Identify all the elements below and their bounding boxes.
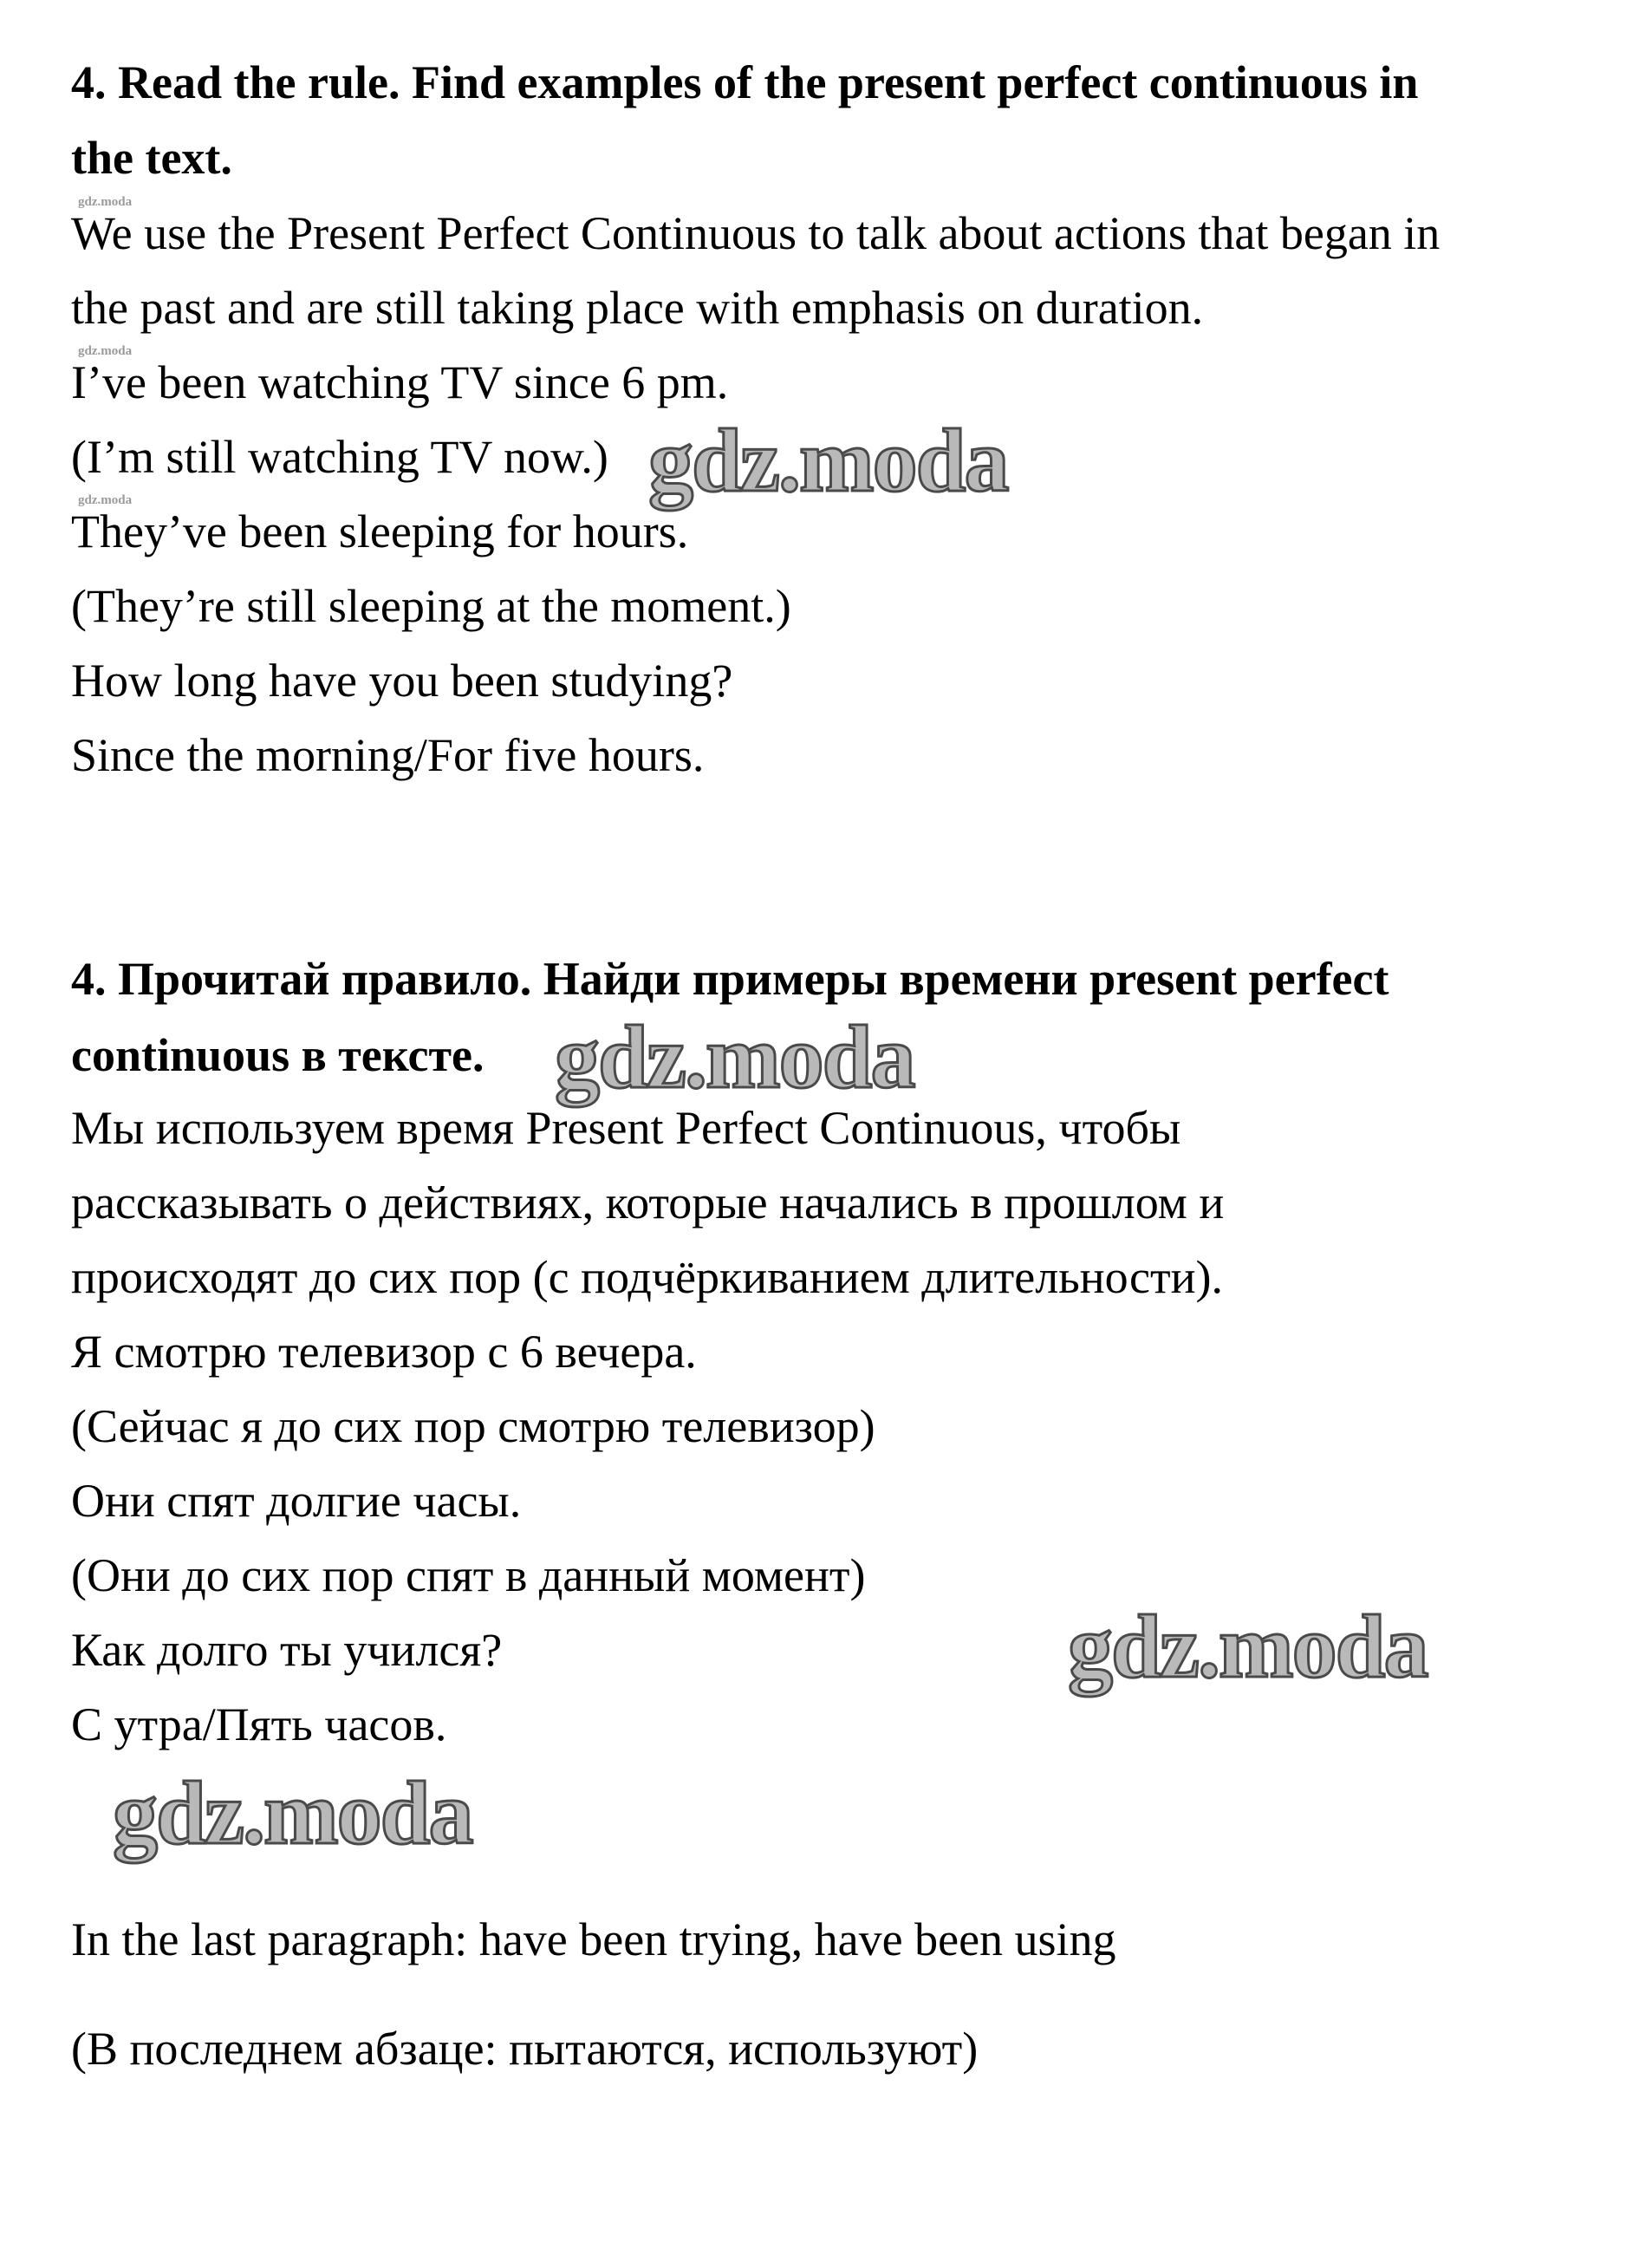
watermark-logo: gdz.moda — [113, 1763, 472, 1863]
russian-example-3: Они спят долгие часы. — [71, 1475, 522, 1527]
english-rule-line-1: We use the Present Perfect Continuous to talk about actions that began in — [71, 207, 1441, 259]
english-example-3: They’ve been sleeping for hours. — [71, 505, 689, 557]
watermark-small: gdz.moda — [78, 493, 133, 507]
watermark-small: gdz.moda — [78, 344, 133, 358]
russian-heading-line-2: continuous в тексте. — [71, 1029, 485, 1081]
watermark-logo: gdz.moda — [648, 411, 1008, 511]
watermark-logo: gdz.moda — [1068, 1597, 1428, 1697]
answer-english: In the last paragraph: have been trying, have been using — [71, 1913, 1116, 1965]
english-example-6: Since the morning/For five hours. — [71, 729, 705, 781]
english-heading-line-2: the text. — [71, 132, 232, 184]
english-example-5: How long have you been studying? — [71, 655, 733, 707]
watermark-logo: gdz.moda — [555, 1007, 914, 1107]
russian-heading-line-1: 4. Прочитай правило. Найди примеры времени present perfect — [71, 953, 1389, 1005]
russian-example-2: (Сейчас я до сих пор смотрю телевизор) — [71, 1400, 875, 1452]
english-example-4: (They’re still sleeping at the moment.) — [71, 580, 791, 632]
russian-rule-line-3: происходят до сих пор (с подчёркиванием длительности). — [71, 1251, 1223, 1303]
russian-example-4: (Они до сих пор спят в данный момент) — [71, 1549, 866, 1601]
russian-example-1: Я смотрю телевизор с 6 вечера. — [71, 1326, 697, 1378]
watermark-small: gdz.moda — [78, 195, 133, 209]
english-example-2: (I’m still watching TV now.) — [71, 431, 608, 483]
russian-example-6: С утра/Пять часов. — [71, 1698, 447, 1750]
russian-rule-line-2: рассказывать о действиях, которые начались в прошлом и — [71, 1176, 1225, 1228]
russian-example-5: Как долго ты учился? — [71, 1624, 503, 1676]
answer-russian: (В последнем абзаце: пытаются, используют) — [71, 2023, 979, 2075]
english-rule-line-2: the past and are still taking place with emphasis on duration. — [71, 282, 1204, 334]
russian-rule-line-1: Мы используем время Present Perfect Continuous, чтобы — [71, 1102, 1181, 1154]
english-heading-line-1: 4. Read the rule. Find examples of the present perfect continuous in — [71, 56, 1419, 108]
english-example-1: I’ve been watching TV since 6 pm. — [71, 356, 729, 408]
